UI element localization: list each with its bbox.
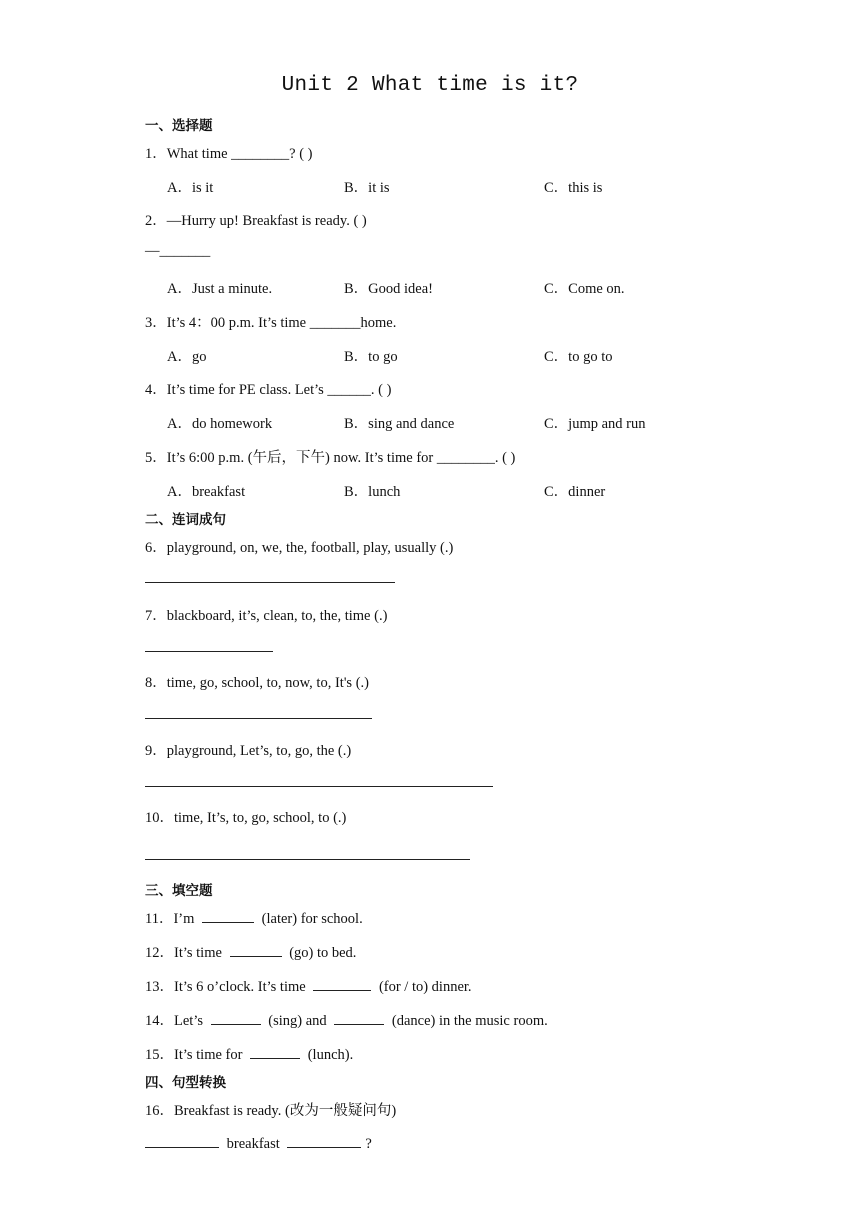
q11-blank[interactable]	[202, 908, 254, 923]
question-6: 6．playground, on, we, the, football, play, usually (.)	[145, 540, 454, 556]
q5-option-c: C．dinner	[544, 484, 606, 500]
question-2-reply: —_______	[145, 243, 211, 259]
section-heading-transform: 四、句型转换	[145, 1075, 226, 1091]
question-16-answer	[145, 1133, 372, 1153]
question-9: 9．playground, Let’s, to, go, the (.)	[145, 743, 352, 759]
question-12	[145, 941, 356, 962]
q4-option-b: B．sing and dance	[344, 416, 455, 432]
q1-option-a: A．is it	[167, 180, 214, 196]
q3-option-c: C．to go to	[544, 349, 613, 365]
question-4: 4．It’s time for PE class. Let’s ______. ( )	[145, 382, 392, 398]
q1-option-b: B．it is	[344, 180, 390, 196]
section-heading-sentence-order: 二、连词成句	[145, 512, 226, 528]
q14-blank-1[interactable]	[211, 1010, 261, 1025]
q12-text-start: 12．It’s time	[145, 945, 222, 961]
q11-text-start: 11．I’m	[145, 911, 195, 927]
q3-option-b: B．to go	[344, 349, 398, 365]
worksheet-title: Unit 2 What time is it?	[281, 74, 579, 97]
q12-text-end: (go) to bed.	[289, 945, 357, 961]
q16-question-mark: ?	[365, 1136, 372, 1152]
question-13	[145, 975, 472, 996]
q15-blank[interactable]	[250, 1044, 300, 1059]
q15-text-start: 15．It’s time for	[145, 1047, 243, 1063]
q14-text-start: 14．Let’s	[145, 1013, 203, 1029]
q14-text-end: (dance) in the music room.	[391, 1013, 548, 1029]
q2-option-b: B．Good idea!	[344, 281, 433, 297]
q15-text-end: (lunch).	[307, 1047, 354, 1063]
q16-blank-2[interactable]	[287, 1133, 361, 1148]
answer-line-7[interactable]	[145, 651, 273, 652]
q4-option-a: A．do homework	[167, 416, 273, 432]
question-2: 2．—Hurry up! Breakfast is ready. ( )	[145, 213, 367, 229]
question-14	[145, 1009, 548, 1030]
q5-option-b: B．lunch	[344, 484, 401, 500]
question-16: 16．Breakfast is ready. (改为一般疑问句)	[145, 1103, 397, 1119]
answer-line-10[interactable]	[145, 859, 470, 860]
question-11	[145, 907, 363, 928]
question-5: 5．It’s 6:00 p.m. (午后，下午) now. It’s time for ________. ( )	[145, 450, 516, 466]
q2-option-c: C．Come on.	[544, 281, 625, 297]
q1-option-c: C．this is	[544, 180, 603, 196]
q14-blank-2[interactable]	[334, 1010, 384, 1025]
question-1: 1．What time ________? ( )	[145, 146, 313, 162]
section-heading-fill-blank: 三、填空题	[145, 883, 213, 899]
q13-text-start: 13．It’s 6 o’clock. It’s time	[145, 979, 306, 995]
q11-text-end: (later) for school.	[261, 911, 363, 927]
q13-blank[interactable]	[313, 976, 371, 991]
question-3: 3．It’s 4：00 p.m. It’s time _______home.	[145, 315, 397, 331]
q3-option-a: A．go	[167, 349, 207, 365]
answer-line-9[interactable]	[145, 786, 493, 787]
question-10: 10．time, It’s, to, go, school, to (.)	[145, 810, 347, 826]
q16-word: breakfast	[226, 1136, 280, 1152]
answer-line-6[interactable]	[145, 582, 395, 583]
question-8: 8．time, go, school, to, now, to, It's (.)	[145, 675, 369, 691]
question-15	[145, 1043, 353, 1064]
section-heading-choice: 一、选择题	[145, 118, 213, 134]
q12-blank[interactable]	[230, 942, 282, 957]
q4-option-c: C．jump and run	[544, 416, 646, 432]
q16-blank-1[interactable]	[145, 1133, 219, 1148]
q5-option-a: A．breakfast	[167, 484, 246, 500]
q14-text-mid: (sing) and	[268, 1013, 327, 1029]
q2-option-a: A．Just a minute.	[167, 281, 273, 297]
q13-text-end: (for / to) dinner.	[378, 979, 472, 995]
question-7: 7．blackboard, it’s, clean, to, the, time (.)	[145, 608, 388, 624]
answer-line-8[interactable]	[145, 718, 372, 719]
